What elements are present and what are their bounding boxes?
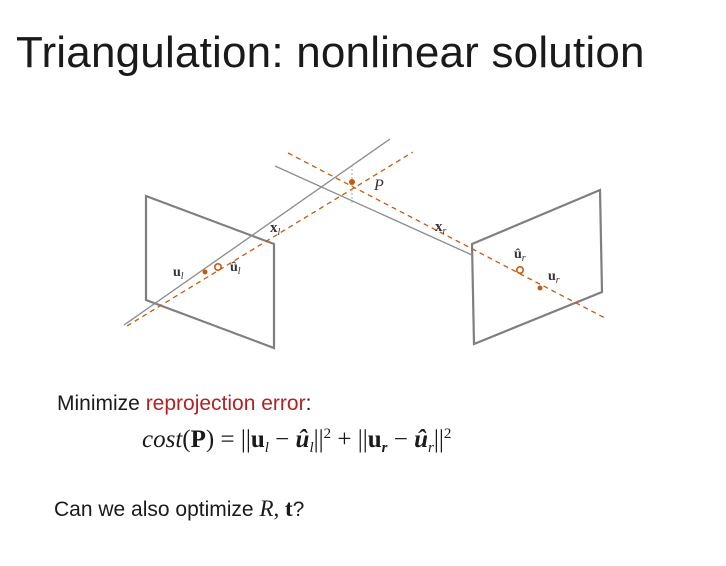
left-projected-point [215,264,221,270]
left-projected-label: $û_l$ [230,260,241,277]
right-observed-label: $u_r$ [548,269,560,286]
right-ray-label: $x_r$ [435,219,447,237]
left-observed-point [203,270,208,275]
right-projected-point [517,267,523,273]
right-projected-label: $û_r$ [514,247,526,264]
point-p-marker [349,179,355,185]
left-camera-ray [124,139,390,325]
left-ray-label: $x_l$ [270,220,281,238]
cost-formula: $\cos t(P) = ||u_l$ − $û_l||^2 + ||u_r$ − $û_r||^2$ [142,426,452,456]
slide-title: Triangulation: nonlinear solution [16,28,645,77]
right-image-plane [472,190,602,344]
left-image-plane [146,196,274,348]
left-reprojection-ray [127,152,413,326]
optimize-question: Can we also optimize R, t? [54,496,305,521]
minimize-statement: Minimize reprojection error: [57,392,312,415]
reprojection-error-highlight: reprojection error [145,392,306,415]
left-observed-label: $u_l$ [173,265,184,282]
right-observed-point [538,286,543,291]
point-p-label: P [374,177,384,194]
